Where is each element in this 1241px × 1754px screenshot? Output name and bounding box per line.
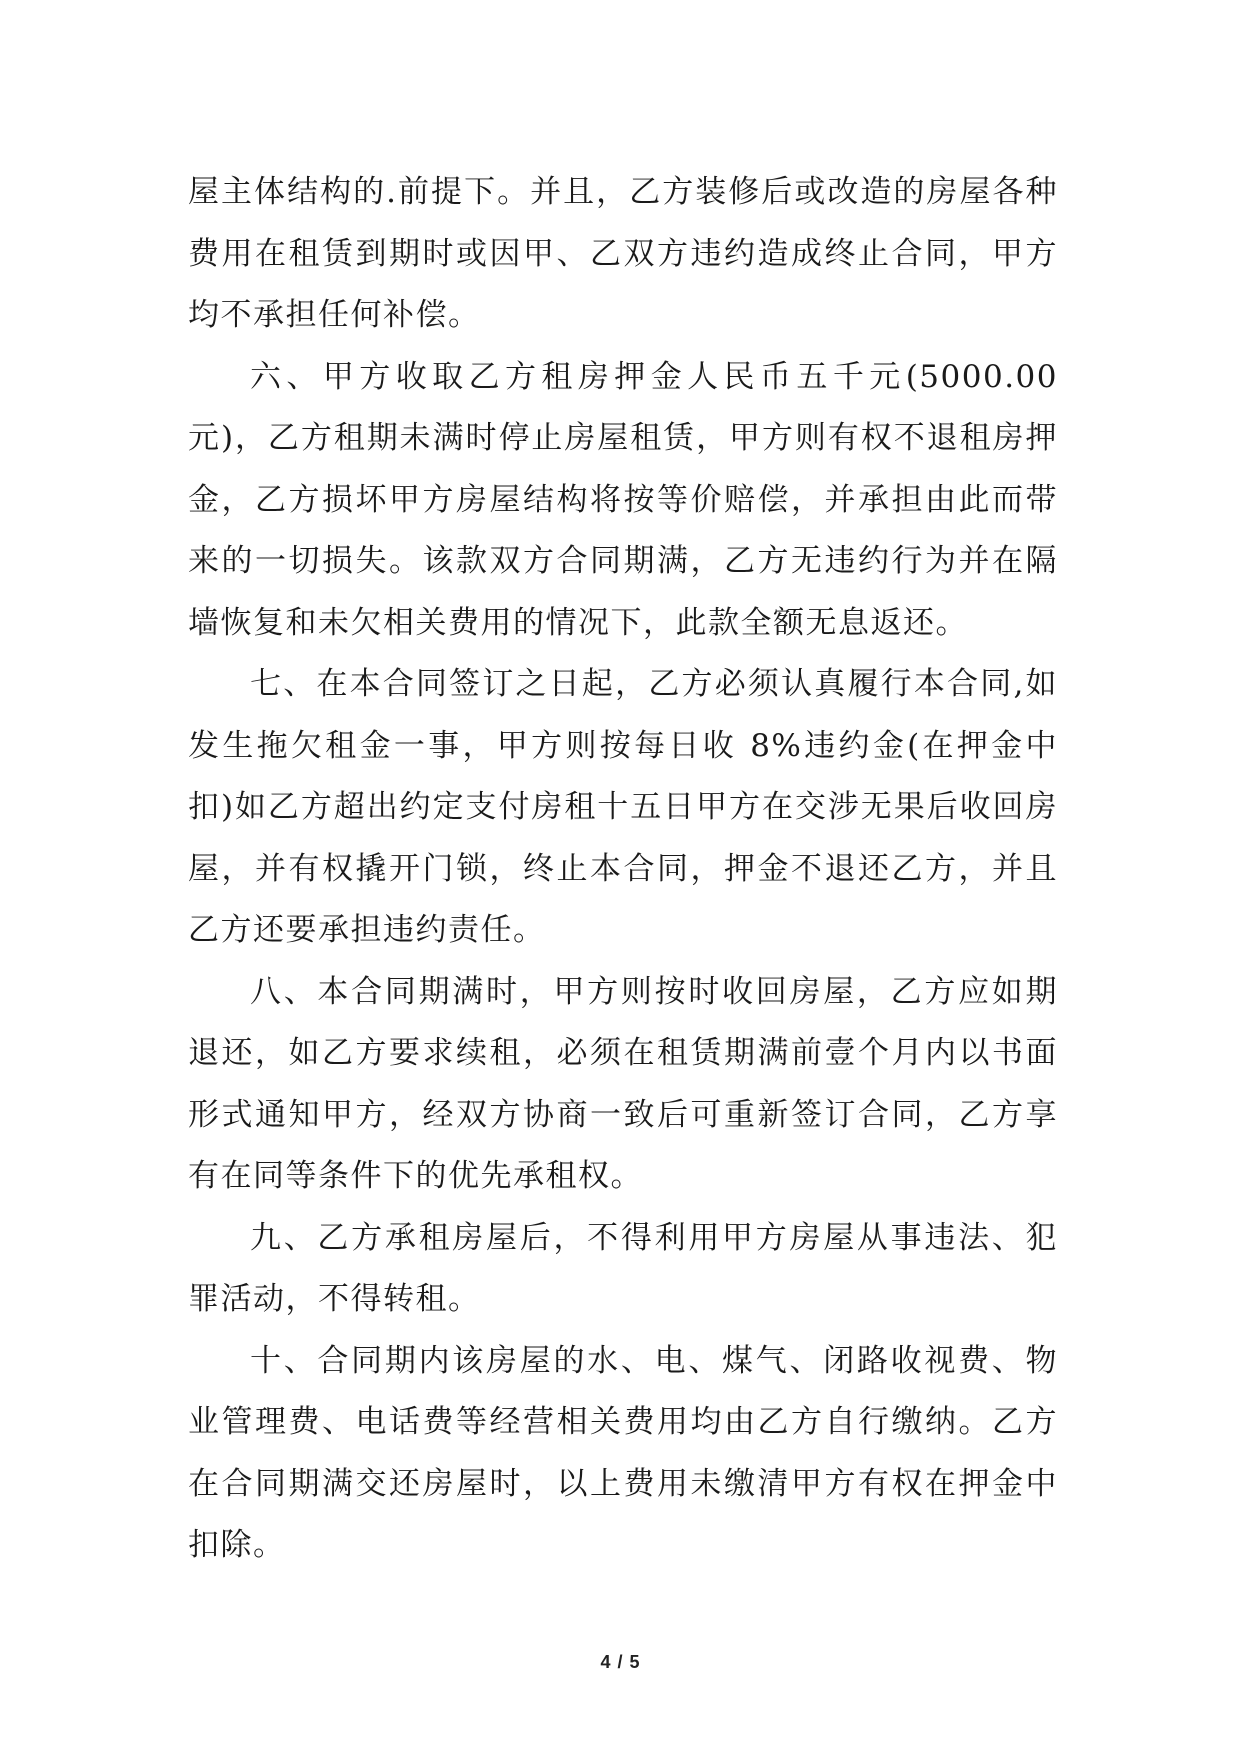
clause-8-paragraph: 八、本合同期满时，甲方则按时收回房屋，乙方应如期退还，如乙方要求续租，必须在租赁期满前壹个月内以书面形式通知甲方，经双方协商一致后可重新签订合同，乙方享有在同等条件下的优先承租权。	[188, 973, 1058, 1194]
page-number: 4 / 5	[600, 1652, 641, 1672]
document-body	[188, 162, 1058, 1577]
clause-10-paragraph: 十、合同期内该房屋的水、电、煤气、闭路收视费、物业管理费、电话费等经营相关费用均由乙方自行缴纳。乙方在合同期满交还房屋时，以上费用未缴清甲方有权在押金中扣除。	[188, 1342, 1058, 1563]
clause-6-paragraph: 六、甲方收取乙方租房押金人民币五千元(5000.00元)，乙方租期未满时停止房屋租赁，甲方则有权不退租房押金，乙方损坏甲方房屋结构将按等价赔偿，并承担由此而带来的一切损失。该款双方合同期满，乙方无违约行为并在隔墙恢复和未欠相关费用的情况下，此款全额无息返还。	[188, 358, 1058, 641]
clause-continuation-paragraph: 屋主体结构的.前提下。并且，乙方装修后或改造的房屋各种费用在租赁到期时或因甲、乙双方违约造成终止合同，甲方均不承担任何补偿。	[188, 174, 1058, 333]
clause-7-paragraph: 七、在本合同签订之日起，乙方必须认真履行本合同,如发生拖欠租金一事，甲方则按每日收 8%违约金(在押金中扣)如乙方超出约定支付房租十五日甲方在交涉无果后收回房屋，并有权撬开门锁，终止本合同，押金不退还乙方，并且乙方还要承担违约责任。	[188, 666, 1058, 948]
clause-9-paragraph: 九、乙方承租房屋后，不得利用甲方房屋从事违法、犯罪活动，不得转租。	[188, 1219, 1058, 1317]
